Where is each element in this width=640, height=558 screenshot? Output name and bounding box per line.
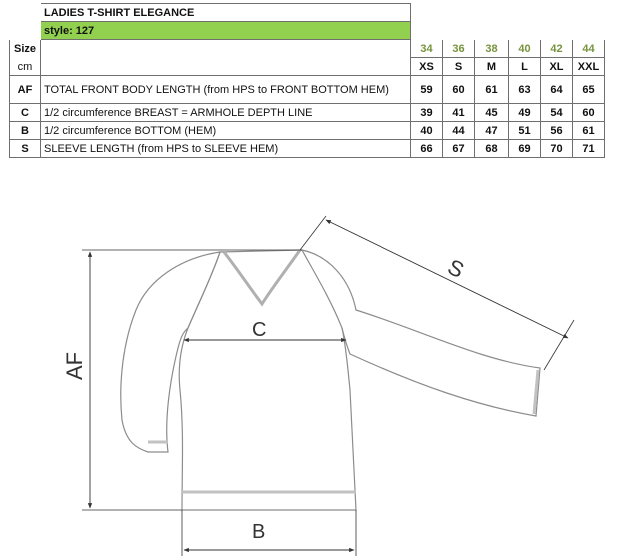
measurement-value: 61: [475, 76, 509, 104]
s-arrow: [326, 220, 568, 338]
v-neck-trim: [224, 250, 300, 304]
measurement-value: 45: [475, 104, 509, 122]
measurement-value: 67: [443, 140, 475, 158]
title-row: [10, 4, 605, 22]
style-row: [10, 22, 605, 40]
measurement-value: 66: [411, 140, 443, 158]
size-number: 34: [411, 40, 443, 58]
right-sleeve: [302, 250, 540, 416]
measurement-value: 44: [443, 122, 475, 140]
measurement-value: 70: [541, 140, 573, 158]
measurement-value: 51: [509, 122, 541, 140]
s-end-guide: [544, 320, 574, 370]
measurement-label: TOTAL FRONT BODY LENGTH (from HPS to FRONT BOTTOM HEM): [41, 76, 411, 104]
size-label: S: [443, 58, 475, 76]
measurement-label: 1/2 circumference BREAST = ARMHOLE DEPTH LINE: [41, 104, 411, 122]
measurement-value: 64: [541, 76, 573, 104]
measurement-value: 65: [573, 76, 605, 104]
measurement-value: 49: [509, 104, 541, 122]
size-label: M: [475, 58, 509, 76]
measurement-code: C: [10, 104, 41, 122]
size-label: L: [509, 58, 541, 76]
measurement-value: 54: [541, 104, 573, 122]
measurement-value: 71: [573, 140, 605, 158]
body: [179, 250, 356, 510]
measurement-value: 39: [411, 104, 443, 122]
measurement-value: 47: [475, 122, 509, 140]
size-label: XS: [411, 58, 443, 76]
s-start-guide: [300, 216, 326, 250]
size-number: 38: [475, 40, 509, 58]
measurement-value: 59: [411, 76, 443, 104]
size-number: 36: [443, 40, 475, 58]
measurement-value: 56: [541, 122, 573, 140]
size-label: XL: [541, 58, 573, 76]
measurement-row-c: [10, 104, 605, 122]
measurement-value: 69: [509, 140, 541, 158]
left-sleeve: [121, 252, 220, 452]
size-number-row: [10, 40, 605, 58]
right-cuff-trim: [534, 370, 538, 414]
measurement-label: SLEEVE LENGTH (from HPS to SLEEVE HEM): [41, 140, 411, 158]
measurement-value: 41: [443, 104, 475, 122]
c-label: C: [252, 319, 267, 341]
measurement-value: 63: [509, 76, 541, 104]
size-number: 42: [541, 40, 573, 58]
measurement-row-s: [10, 140, 605, 158]
af-label: AF: [62, 351, 87, 380]
size-chart-table: [9, 3, 605, 158]
size-label-row: [10, 58, 605, 76]
measurement-code: S: [10, 140, 41, 158]
measurement-row-af: [10, 76, 605, 104]
style-number: style: 127: [41, 22, 411, 40]
size-header: Size: [10, 40, 41, 58]
s-label: S: [443, 254, 468, 283]
measurement-row-b: [10, 122, 605, 140]
size-label: XXL: [573, 58, 605, 76]
size-number: 40: [509, 40, 541, 58]
measurement-code: B: [10, 122, 41, 140]
measurement-value: 61: [573, 122, 605, 140]
b-label: B: [252, 521, 266, 543]
measurement-label: 1/2 circumference BOTTOM (HEM): [41, 122, 411, 140]
size-number: 44: [573, 40, 605, 58]
measurement-value: 60: [573, 104, 605, 122]
measurement-code: AF: [10, 76, 41, 104]
unit-header: cm: [10, 58, 41, 76]
measurement-value: 40: [411, 122, 443, 140]
measurement-value: 68: [475, 140, 509, 158]
tshirt-outline: [121, 250, 540, 510]
tshirt-measurement-diagram: [0, 180, 640, 558]
measurement-value: 60: [443, 76, 475, 104]
product-title: LADIES T-SHIRT ELEGANCE: [41, 4, 411, 22]
